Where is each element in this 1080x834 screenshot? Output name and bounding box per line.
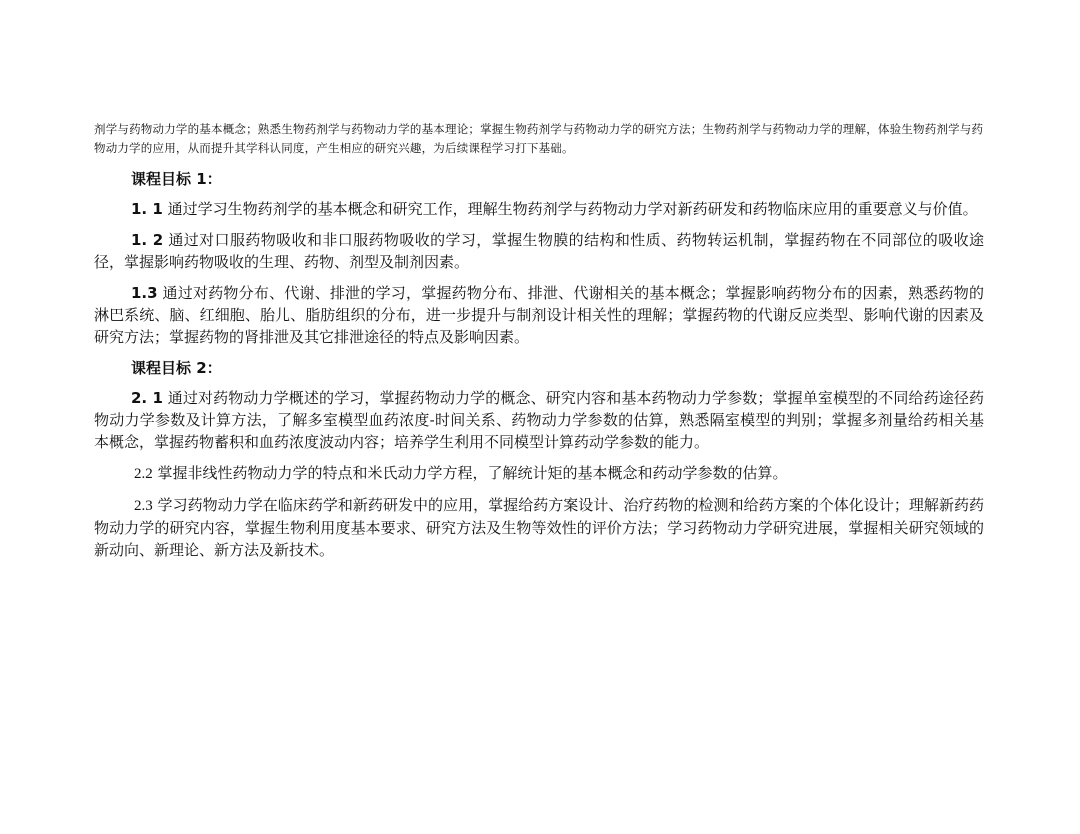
item-text: 通过对药物动力学概述的学习，掌握药物动力学的概念、研究内容和基本药物动力学参数；掌握单室模型的不同给药途径药物动力学参数及计算方法，了解多室模型血药浓度-时间关系、药物动力学参数的估算，熟悉隔室模型的判别；掌握多剂量给药相关基本概念，掌握药物蓄积和血药浓度波动内容；培养学生利用不同模型计算药动学参数的能力。 [94, 389, 985, 451]
item-number: 1. 1 [131, 200, 163, 218]
document-page [94, 120, 984, 570]
item-number: 1. 2 [131, 231, 164, 249]
intro-paragraph: 剂学与药物动力学的基本概念；熟悉生物药剂学与药物动力学的基本理论；掌握生物药剂学与药物动力学的研究方法；生物药剂学与药物动力学的理解，体验生物药剂学与药物动力学的应用，从而提升其学科认同度，产生相应的研究兴趣，为后续课程学习打下基础。 [94, 122, 984, 155]
item-number: 2.2 [134, 466, 153, 482]
goal2-item-3 [94, 494, 984, 561]
goal2-item-2 [94, 462, 984, 485]
item-number: 1.3 [131, 284, 158, 302]
item-number: 2.3 [134, 498, 153, 514]
item-number: 2. 1 [131, 389, 163, 407]
item-text: 通过学习生物药剂学的基本概念和研究工作，理解生物药剂学与药物动力学对新药研发和药物临床应用的重要意义与价值。 [162, 200, 978, 218]
item-text: 通过对药物分布、代谢、排泄的学习，掌握药物分布、排泄、代谢相关的基本概念；掌握影响药物分布的因素，熟悉药物的淋巴系统、脑、红细胞、胎儿、脂肪组织的分布，进一步提升与制剂设计相关性的理解；掌握药物的代谢反应类型、影响代谢的因素及研究方法；掌握药物的肾排泄及其它排泄途径的特点及影响因素。 [94, 284, 984, 346]
goal1-item-2 [94, 229, 984, 273]
goal1-item-3 [94, 282, 984, 348]
item-text: 通过对口服药物吸收和非口服药物吸收的学习，掌握生物膜的结构和性质、药物转运机制，掌握药物在不同部位的吸收途径，掌握影响药物吸收的生理、药物、剂型及制剂因素。 [94, 231, 985, 271]
item-text: 掌握非线性药物动力学的特点和米氏动力学方程，了解统计矩的基本概念和药动学参数的估算。 [152, 464, 788, 482]
goal1-heading: 课程目标 1： [131, 170, 222, 188]
goal2-heading: 课程目标 2： [131, 359, 222, 377]
goal1-item-1 [94, 198, 984, 220]
item-text: 学习药物动力学在临床药学和新药研发中的应用，掌握给药方案设计、治疗药物的检测和给药方案的个体化设计；理解新药药物动力学的研究内容，掌握生物利用度基本要求、研究方法及生物等效性的评价方法；学习药物动力学研究进展，掌握相关研究领域的新动向、新理论、新方法及新技术。 [94, 496, 984, 559]
goal2-item-1 [94, 387, 984, 453]
